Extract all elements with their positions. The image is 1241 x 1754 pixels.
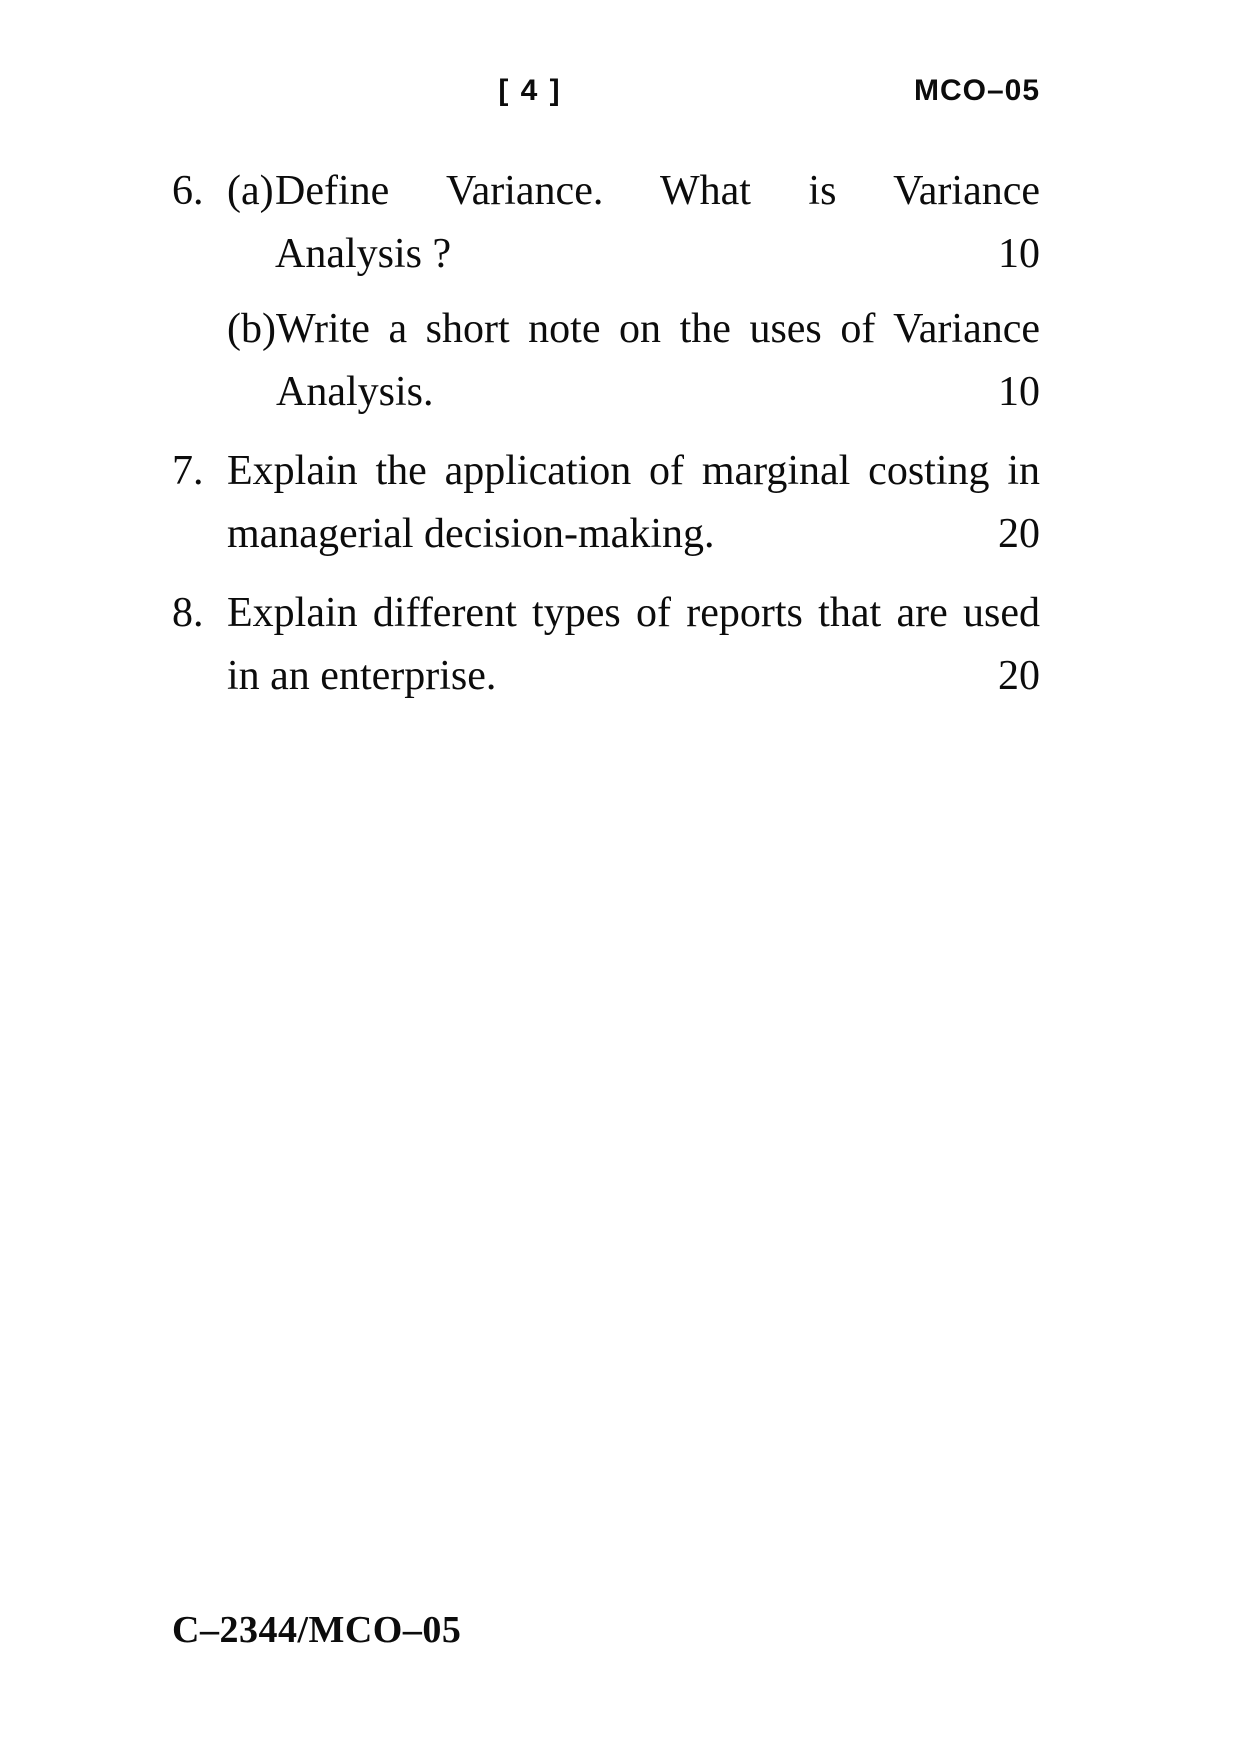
question-7-line1: Explain the application of marginal costing in (227, 448, 1040, 494)
question-6a-label: (a) (227, 168, 274, 214)
question-6a-marks: 10 (998, 231, 1040, 277)
question-6b-text (276, 298, 1040, 424)
question-6-part-a (227, 160, 1040, 286)
question-8-number: 8. (172, 590, 204, 636)
question-6a-line2 (275, 223, 1040, 286)
question-6 (172, 160, 1040, 424)
question-6a-line2-text: Analysis ? (275, 231, 452, 277)
question-6-number: 6. (172, 168, 204, 214)
paper-code-footer: C–2344/MCO–05 (172, 1609, 462, 1651)
question-8-line2-text: in an enterprise. (227, 653, 497, 699)
question-8-text (227, 582, 1040, 708)
question-6a-line1: Define Variance. What is Variance (275, 168, 1040, 214)
question-7-line2-text: managerial decision-making. (227, 511, 715, 557)
question-7 (172, 440, 1040, 566)
question-8-line2 (227, 645, 1040, 708)
question-7-text (227, 440, 1040, 566)
page-number: [ 4 ] (498, 74, 562, 107)
question-6b-line1: Write a short note on the uses of Variance (275, 306, 1040, 352)
question-6b-line2-text: Analysis. (275, 369, 434, 415)
question-6b-line2 (276, 361, 1040, 424)
question-7-marks: 20 (998, 511, 1040, 557)
question-7-number: 7. (172, 448, 204, 494)
question-6a-text (275, 160, 1040, 286)
page-header (172, 0, 1040, 110)
questions-list (172, 160, 1040, 708)
question-6-body (227, 160, 1040, 424)
question-6b-label: (b) (227, 306, 276, 352)
question-8-line1: Explain different types of reports that are used (227, 590, 1040, 636)
question-6-part-b (227, 298, 1040, 424)
question-6b-marks: 10 (998, 369, 1040, 415)
question-7-line2 (227, 503, 1040, 566)
course-code: MCO–05 (913, 74, 1040, 107)
question-8-marks: 20 (998, 653, 1040, 699)
question-8 (172, 582, 1040, 708)
